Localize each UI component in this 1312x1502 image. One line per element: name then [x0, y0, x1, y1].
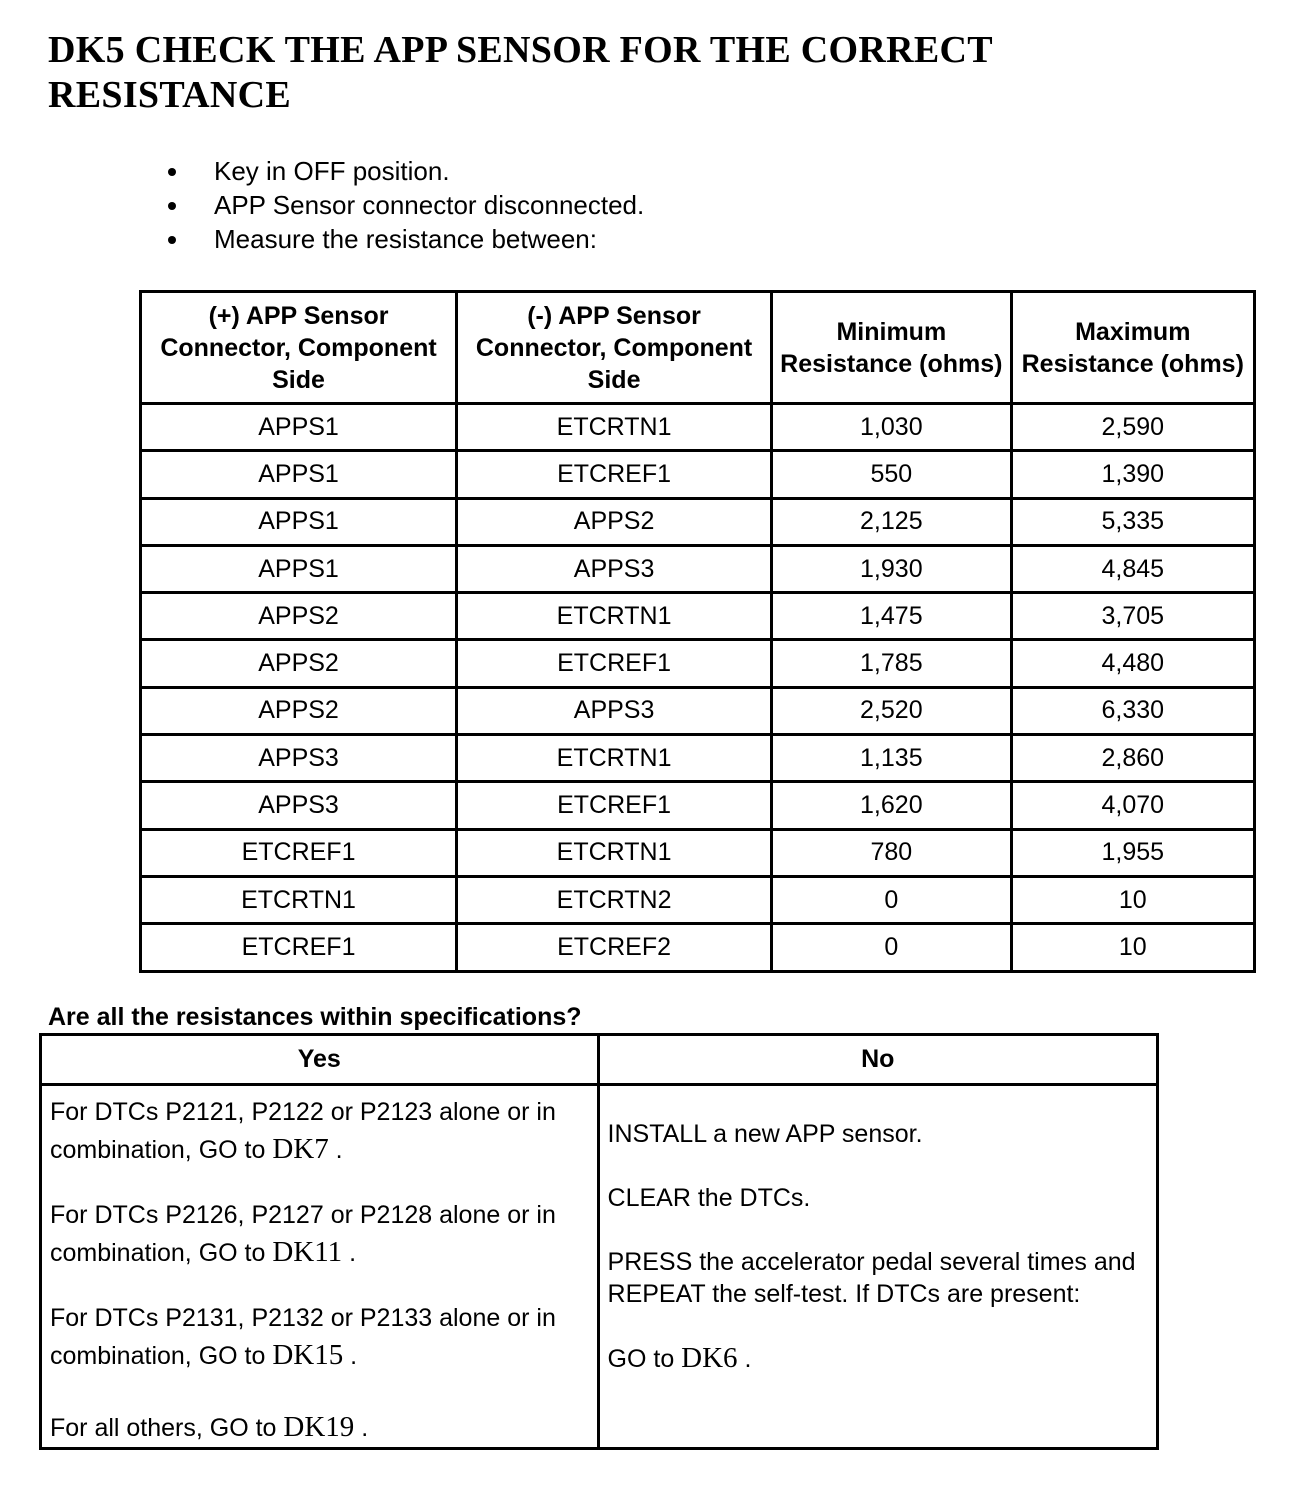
- negative-pin-cell: ETCRTN1: [457, 404, 772, 451]
- maximum-resistance-cell: 2,590: [1011, 404, 1254, 451]
- positive-pin-cell: APPS2: [141, 687, 457, 734]
- table-row: [141, 735, 1255, 782]
- maximum-resistance-cell: 5,335: [1011, 498, 1254, 545]
- positive-pin-cell: ETCREF1: [141, 924, 457, 971]
- no-goto-text: GO to: [607, 1345, 675, 1373]
- list-item: Measure the resistance between:: [160, 222, 644, 256]
- minimum-resistance-cell: 1,475: [772, 593, 1011, 640]
- maximum-resistance-cell: 2,860: [1011, 735, 1254, 782]
- header-minimum-resistance: Minimum Resistance (ohms): [772, 292, 1011, 404]
- maximum-resistance-cell: 1,390: [1011, 451, 1254, 498]
- yes-instruction: For DTCs P2131, P2132 or P2133 alone or in combination, GO to DK15 .: [50, 1304, 556, 1371]
- negative-pin-cell: ETCRTN1: [457, 593, 772, 640]
- header-maximum-resistance: Maximum Resistance (ohms): [1011, 292, 1254, 404]
- minimum-resistance-cell: 550: [772, 451, 1011, 498]
- negative-pin-cell: APPS3: [457, 687, 772, 734]
- goto-dk7-link[interactable]: DK7: [272, 1133, 329, 1165]
- precondition-list: [160, 154, 644, 256]
- negative-pin-cell: ETCREF2: [457, 924, 772, 971]
- yes-instruction-text: For DTCs P2126, P2127 or P2128 alone or in combination, GO to: [50, 1201, 556, 1267]
- positive-pin-cell: APPS3: [141, 735, 457, 782]
- table-row: [141, 545, 1255, 592]
- yes-cell: [41, 1085, 599, 1449]
- table-row: [141, 404, 1255, 451]
- yes-instruction-text: For all others, GO to: [50, 1414, 277, 1442]
- minimum-resistance-cell: 2,520: [772, 687, 1011, 734]
- resistance-table: [139, 290, 1256, 973]
- maximum-resistance-cell: 1,955: [1011, 829, 1254, 876]
- no-instruction: INSTALL a new APP sensor.: [607, 1120, 923, 1148]
- maximum-resistance-cell: 3,705: [1011, 593, 1254, 640]
- yes-instruction-text: For DTCs P2121, P2122 or P2123 alone or in combination, GO to: [50, 1098, 556, 1164]
- table-row: [141, 924, 1255, 971]
- table-row: [141, 498, 1255, 545]
- goto-dk19-link[interactable]: DK19: [283, 1411, 355, 1443]
- page-title: DK5 CHECK THE APP SENSOR FOR THE CORRECT RESISTANCE: [48, 29, 993, 116]
- yes-instruction: For all others, GO to DK19 .: [50, 1411, 369, 1443]
- maximum-resistance-cell: 10: [1011, 876, 1254, 923]
- no-instruction: CLEAR the DTCs.: [607, 1184, 811, 1212]
- minimum-resistance-cell: 1,620: [772, 782, 1011, 829]
- table-row: [141, 687, 1255, 734]
- positive-pin-cell: APPS3: [141, 782, 457, 829]
- positive-pin-cell: APPS1: [141, 498, 457, 545]
- table-row: [141, 640, 1255, 687]
- negative-pin-cell: ETCREF1: [457, 640, 772, 687]
- table-header-row: [141, 292, 1255, 404]
- positive-pin-cell: APPS1: [141, 404, 457, 451]
- header-negative-connector: (-) APP Sensor Connector, Component Side: [457, 292, 772, 404]
- table-row: [141, 451, 1255, 498]
- negative-pin-cell: ETCREF1: [457, 451, 772, 498]
- minimum-resistance-cell: 1,785: [772, 640, 1011, 687]
- yes-instruction: For DTCs P2121, P2122 or P2123 alone or in combination, GO to DK7 .: [50, 1098, 556, 1165]
- minimum-resistance-cell: 2,125: [772, 498, 1011, 545]
- no-header: No: [598, 1035, 1157, 1085]
- list-item: Key in OFF position.: [160, 154, 644, 188]
- positive-pin-cell: ETCREF1: [141, 829, 457, 876]
- minimum-resistance-cell: 780: [772, 829, 1011, 876]
- maximum-resistance-cell: 4,480: [1011, 640, 1254, 687]
- positive-pin-cell: APPS2: [141, 593, 457, 640]
- table-row: [141, 876, 1255, 923]
- goto-dk6-link[interactable]: DK6: [681, 1342, 738, 1374]
- positive-pin-cell: APPS1: [141, 451, 457, 498]
- list-item: APP Sensor connector disconnected.: [160, 188, 644, 222]
- minimum-resistance-cell: 1,030: [772, 404, 1011, 451]
- decision-table: [39, 1033, 1159, 1450]
- specification-question: Are all the resistances within specifications?: [48, 1003, 582, 1031]
- negative-pin-cell: APPS2: [457, 498, 772, 545]
- decision-header-row: [41, 1035, 1158, 1085]
- table-row: [141, 782, 1255, 829]
- no-instruction: PRESS the accelerator pedal several times and REPEAT the self-test. If DTCs are present:: [607, 1248, 1136, 1308]
- negative-pin-cell: ETCREF1: [457, 782, 772, 829]
- yes-instruction: For DTCs P2126, P2127 or P2128 alone or in combination, GO to DK11 .: [50, 1201, 556, 1268]
- goto-dk11-link[interactable]: DK11: [272, 1236, 343, 1268]
- negative-pin-cell: ETCRTN1: [457, 829, 772, 876]
- table-row: [141, 829, 1255, 876]
- maximum-resistance-cell: 4,070: [1011, 782, 1254, 829]
- maximum-resistance-cell: 4,845: [1011, 545, 1254, 592]
- positive-pin-cell: ETCRTN1: [141, 876, 457, 923]
- decision-row: [41, 1085, 1158, 1449]
- yes-instruction-text: For DTCs P2131, P2132 or P2133 alone or in combination, GO to: [50, 1304, 556, 1370]
- yes-header: Yes: [41, 1035, 599, 1085]
- minimum-resistance-cell: 1,135: [772, 735, 1011, 782]
- no-cell: [598, 1085, 1157, 1449]
- minimum-resistance-cell: 0: [772, 876, 1011, 923]
- no-goto-instruction: GO to DK6 .: [607, 1342, 752, 1374]
- negative-pin-cell: ETCRTN1: [457, 735, 772, 782]
- table-row: [141, 593, 1255, 640]
- minimum-resistance-cell: 1,930: [772, 545, 1011, 592]
- maximum-resistance-cell: 10: [1011, 924, 1254, 971]
- header-positive-connector: (+) APP Sensor Connector, Component Side: [141, 292, 457, 404]
- negative-pin-cell: ETCRTN2: [457, 876, 772, 923]
- positive-pin-cell: APPS1: [141, 545, 457, 592]
- goto-dk15-link[interactable]: DK15: [272, 1339, 344, 1371]
- positive-pin-cell: APPS2: [141, 640, 457, 687]
- maximum-resistance-cell: 6,330: [1011, 687, 1254, 734]
- resistance-table-body: [141, 404, 1255, 972]
- negative-pin-cell: APPS3: [457, 545, 772, 592]
- minimum-resistance-cell: 0: [772, 924, 1011, 971]
